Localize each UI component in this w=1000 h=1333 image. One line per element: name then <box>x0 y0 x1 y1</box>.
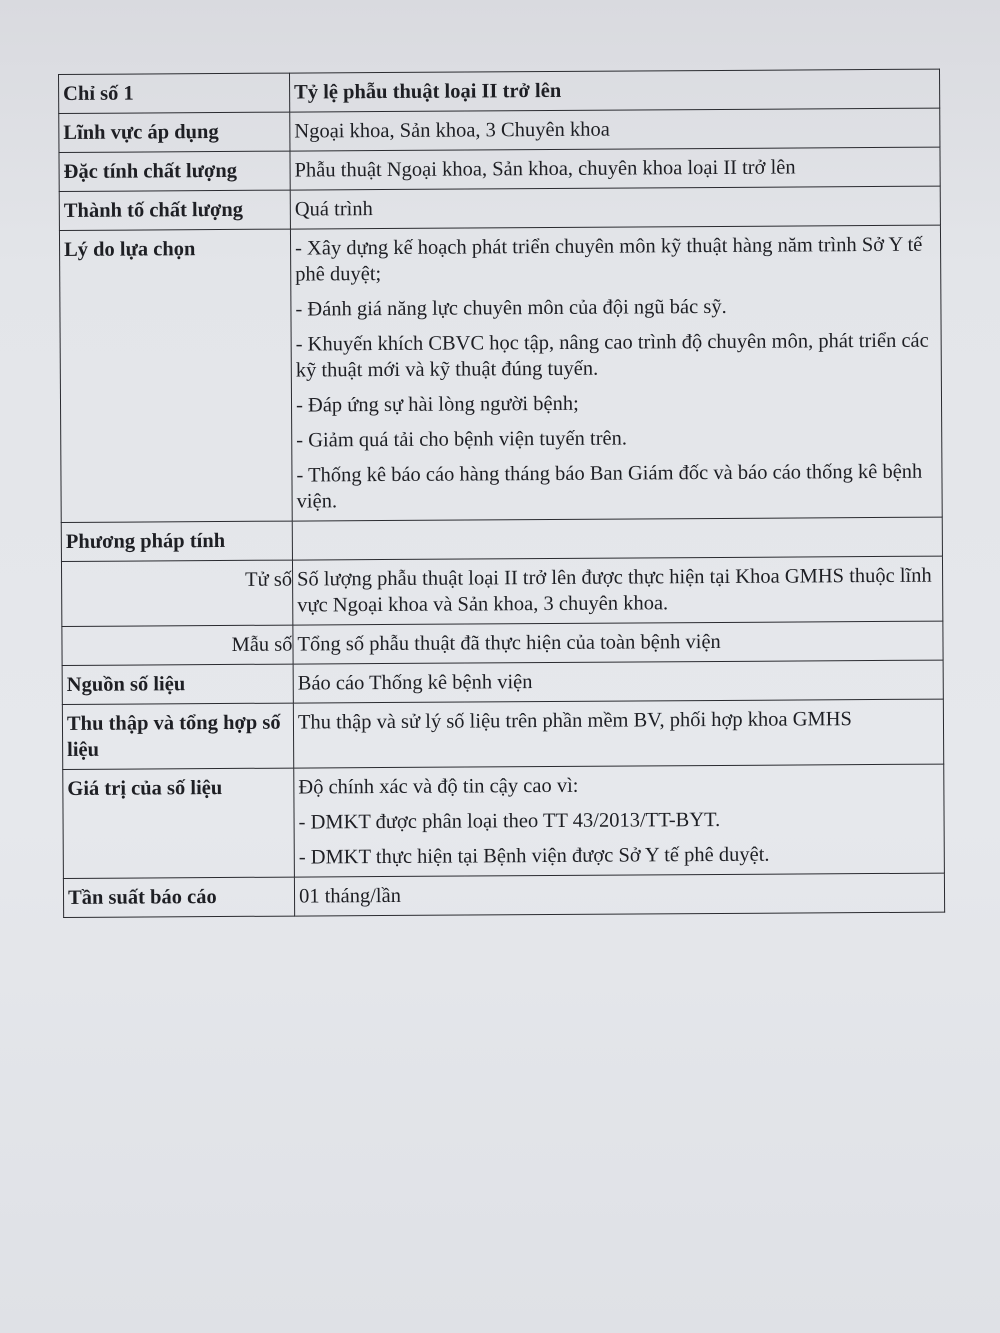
data-source-value: Báo cáo Thống kê bệnh viện <box>293 660 943 703</box>
method-value <box>292 517 942 560</box>
reason-item: - Giảm quá tải cho bệnh viện tuyến trên. <box>296 427 628 452</box>
data-source-label: Nguồn số liệu <box>62 664 293 704</box>
table-row <box>61 556 942 626</box>
table-row <box>63 764 945 878</box>
collection-value: Thu thập và sử lý số liệu trên phần mềm BV, phối hợp khoa GMHS <box>293 699 943 768</box>
table-row <box>61 517 942 561</box>
frequency-label: Tần suất báo cáo <box>63 877 294 917</box>
quality-component-value: Quá trình <box>290 186 940 229</box>
table-row <box>62 660 943 704</box>
denominator-label: Mẫu số <box>62 625 293 665</box>
table-row <box>59 186 940 230</box>
indicator-title: Tỷ lệ phẫu thuật loại II trở lên <box>289 69 939 112</box>
data-value-item: - DMKT thực hiện tại Bệnh viện được Sở Y tế phê duyệt. <box>298 843 770 869</box>
denominator-value: Tổng số phẫu thuật đã thực hiện của toàn bệnh viện <box>293 621 943 664</box>
table-row <box>59 225 942 522</box>
quality-trait-value: Phẫu thuật Ngoại khoa, Sản khoa, chuyên khoa loại II trở lên <box>290 147 940 190</box>
reason-item: - Đánh giá năng lực chuyên môn của đội ngũ bác sỹ. <box>295 295 727 321</box>
field-label: Lĩnh vực áp dụng <box>59 112 290 152</box>
quality-component-label: Thành tố chất lượng <box>59 190 290 230</box>
table-row <box>59 147 940 191</box>
numerator-value: Số lượng phẫu thuật loại II trở lên được thực hiện tại Khoa GMHS thuộc lĩnh vực Ngoại khoa và Sản khoa, 3 chuyên khoa. <box>292 556 942 625</box>
data-value-item: Độ chính xác và độ tin cậy cao vì: <box>298 774 579 799</box>
reasons-label: Lý do lựa chọn <box>59 229 292 522</box>
data-value-label: Giá trị của số liệu <box>63 768 295 878</box>
table-row <box>63 873 944 917</box>
numerator-label: Tử số <box>61 560 292 626</box>
frequency-value: 01 tháng/lần <box>294 873 944 916</box>
reasons-list <box>290 225 942 521</box>
data-value-list <box>294 764 945 877</box>
indicator-label: Chỉ số 1 <box>59 73 290 113</box>
data-value-item: - DMKT được phân loại theo TT 43/2013/TT-BYT. <box>298 808 721 834</box>
table-row <box>59 69 940 113</box>
table-row <box>62 621 943 665</box>
indicator-table <box>58 69 945 918</box>
table-row <box>59 108 940 152</box>
reason-item: - Đáp ứng sự hài lòng người bệnh; <box>295 392 579 417</box>
reason-item: - Xây dựng kế hoạch phát triển chuyên môn kỹ thuật hàng năm trình Sở Y tế phê duyệt; <box>295 233 923 286</box>
quality-trait-label: Đặc tính chất lượng <box>59 151 290 191</box>
table-row <box>62 699 943 769</box>
collection-label: Thu thập và tổng hợp số liệu <box>62 703 293 769</box>
reason-item: - Khuyến khích CBVC học tập, nâng cao trình độ chuyên môn, phát triển các kỹ thuật mới và kỹ thuật đúng tuyến. <box>295 329 929 382</box>
method-label: Phương pháp tính <box>61 521 292 561</box>
reason-item: - Thống kê báo cáo hàng tháng báo Ban Giám đốc và báo cáo thống kê bệnh viện. <box>296 460 923 513</box>
field-value: Ngoại khoa, Sản khoa, 3 Chuyên khoa <box>290 108 940 151</box>
